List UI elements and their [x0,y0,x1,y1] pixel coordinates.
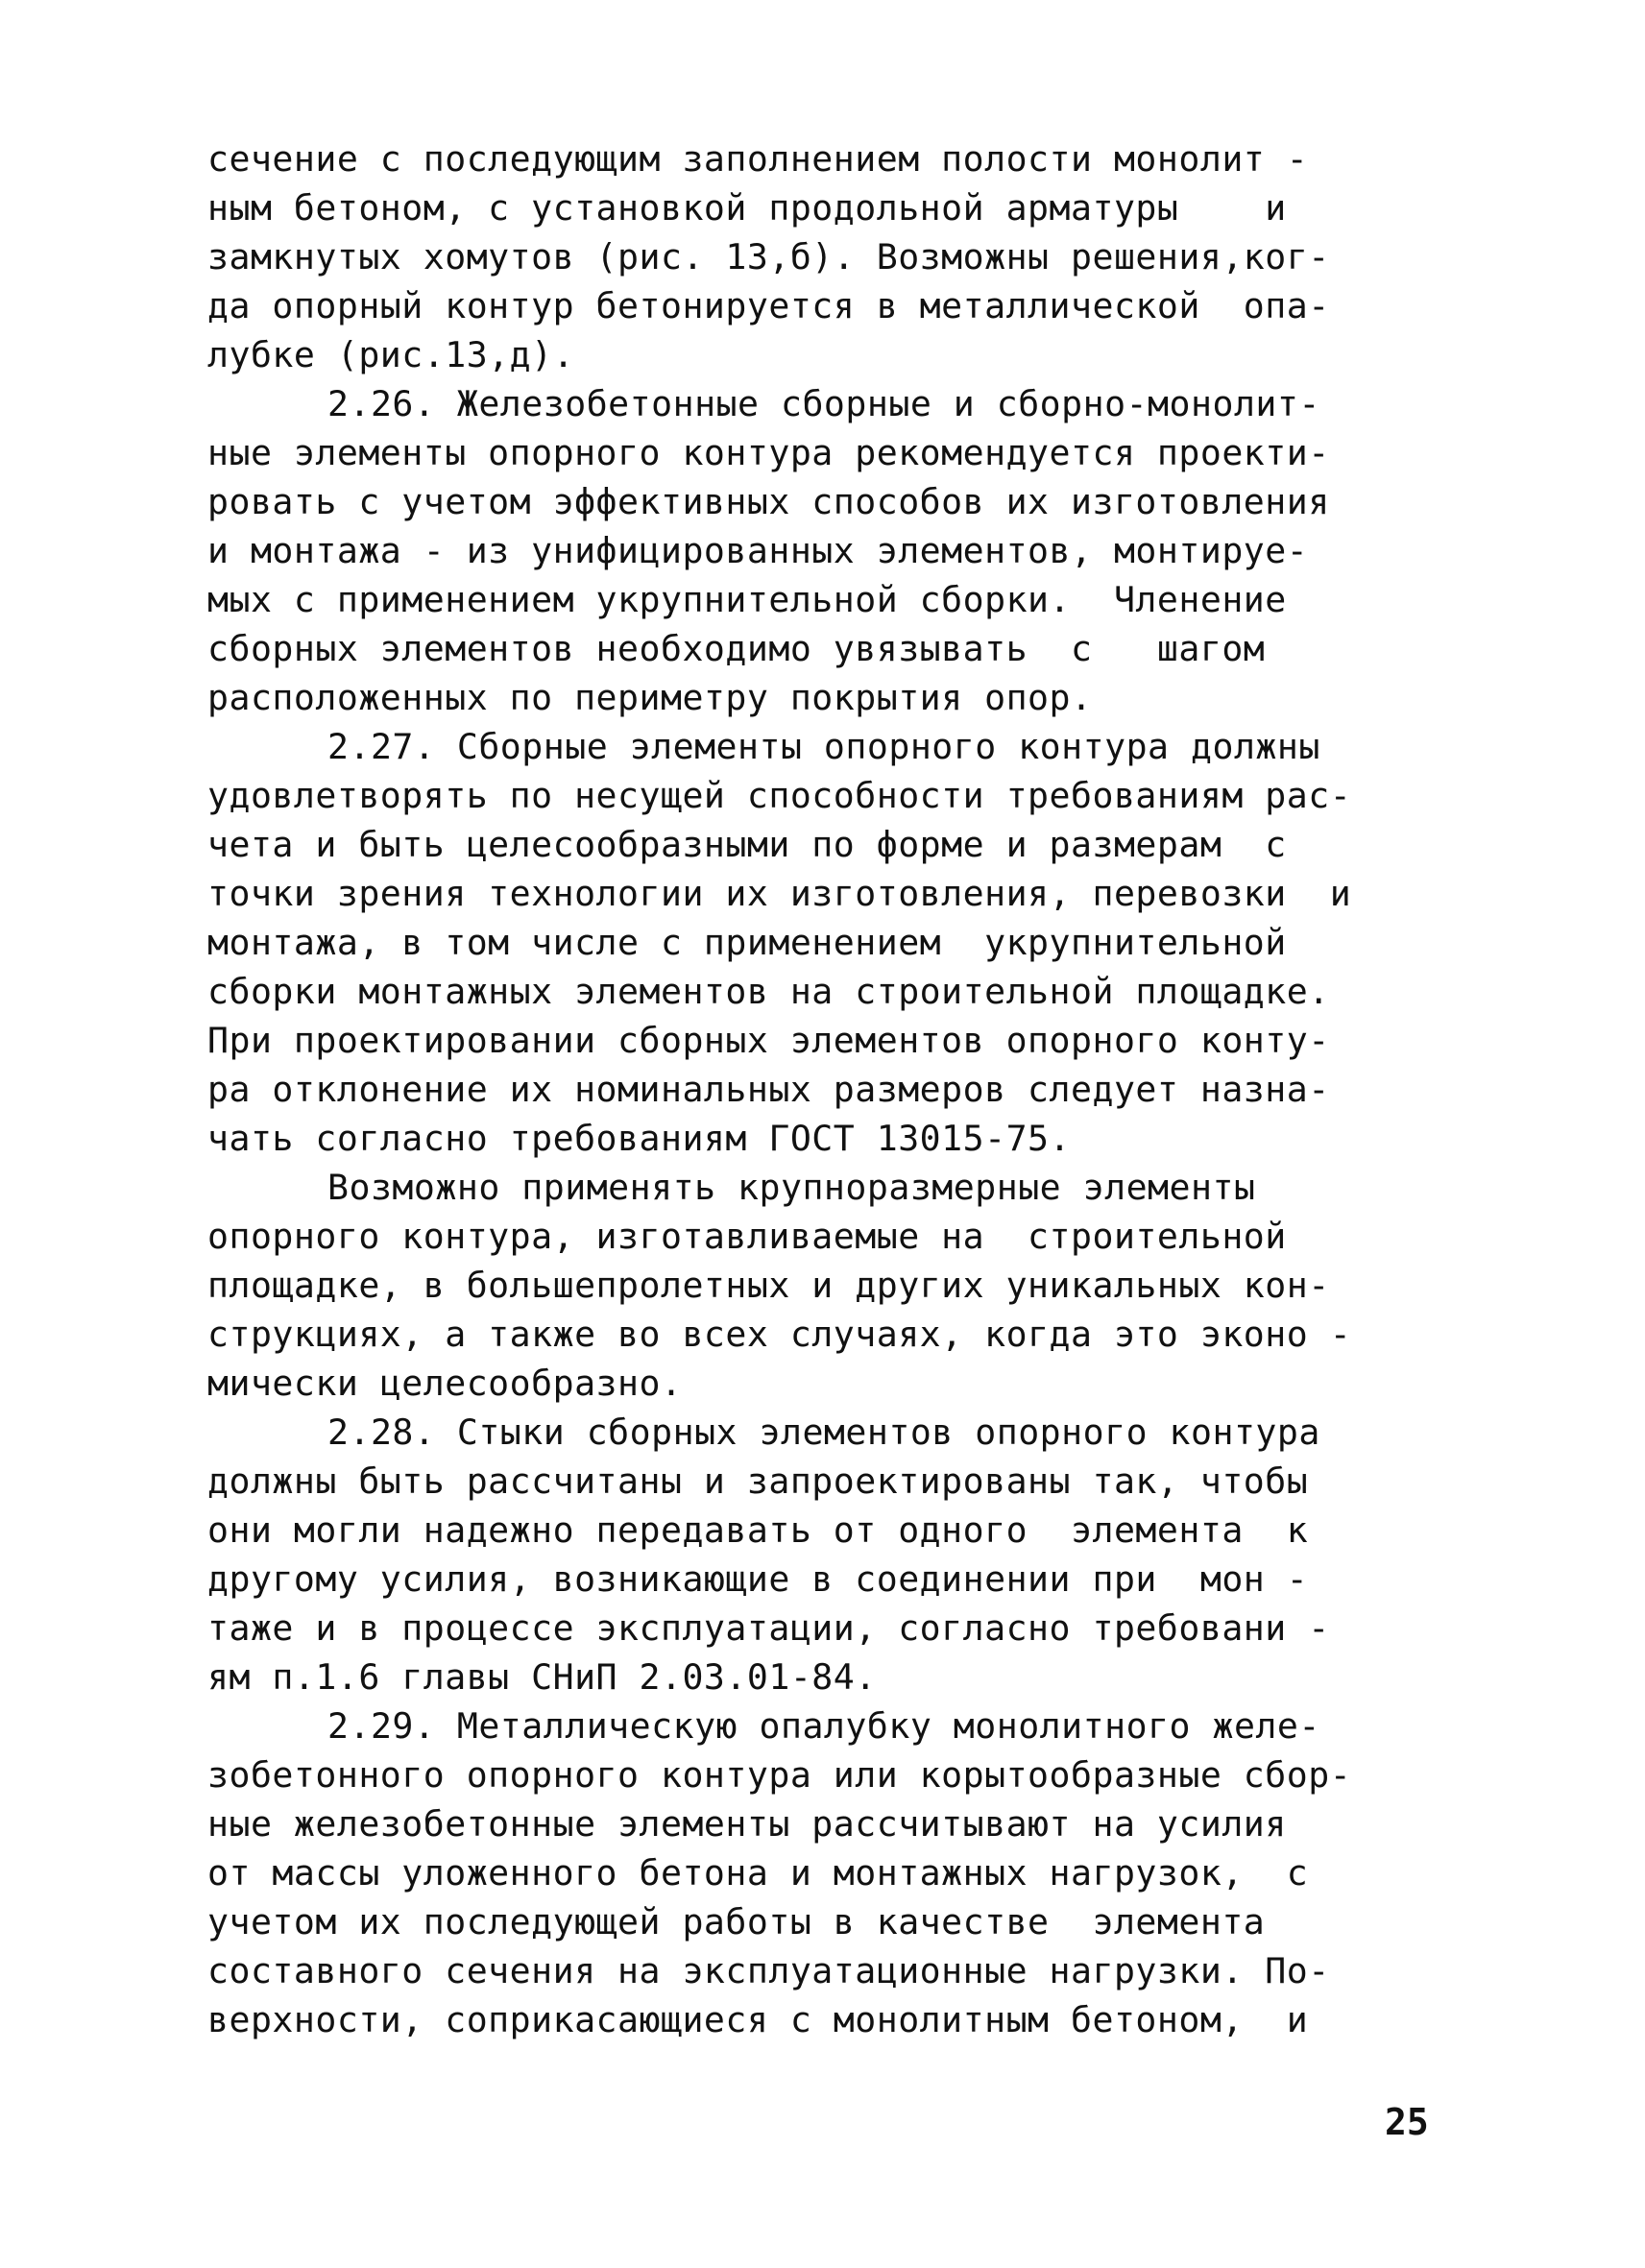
text-line: лубке (рис.13,д). [207,334,575,375]
text-line: да опорный контур бетонируется в металлической опа- [207,285,1330,326]
text-line: зобетонного опорного контура или корытообразные сбор- [207,1754,1352,1796]
paragraph-start-2-27: 2.27. Сборные элементы опорного контура должны [327,726,1320,767]
text-line: ра отклонение их номинальных размеров следует назна- [207,1069,1330,1110]
text-line: составного сечения на эксплуатационные нагрузки. По- [207,1950,1330,1991]
paragraph-start-large-elements: Возможно применять крупноразмерные элементы [327,1167,1256,1208]
text-line: и монтажа - из унифицированных элементов, монтируе- [207,530,1309,571]
text-line: мых с применением укрупнительной сборки. Членение [207,579,1287,620]
text-line: удовлетворять по несущей способности требованиям рас- [207,775,1352,816]
page-number: 25 [1385,2101,1429,2143]
text-line: струкциях, а также во всех случаях, когда это эконо - [207,1314,1352,1355]
text-line: ровать с учетом эффективных способов их изготовления [207,481,1330,522]
text-line: ным бетоном, с установкой продольной арматуры и [207,187,1287,229]
text-line: чать согласно требованиям ГОСТ 13015-75. [207,1118,1071,1159]
text-line: ям п.1.6 главы СНиП 2.03.01-84. [207,1656,877,1698]
text-line: таже и в процессе эксплуатации, согласно требовани - [207,1607,1330,1649]
text-line: должны быть рассчитаны и запроектированы так, чтобы [207,1460,1309,1502]
text-line: чета и быть целесообразными по форме и размерам с [207,824,1287,865]
text-line: При проектировании сборных элементов опорного конту- [207,1020,1330,1061]
text-line: учетом их последующей работы в качестве элемента [207,1901,1266,1942]
text-line: сборки монтажных элементов на строительной площадке. [207,971,1330,1012]
text-line: верхности, соприкасающиеся с монолитным бетоном, и [207,1999,1309,2040]
paragraph-start-2-26: 2.26. Железобетонные сборные и сборно-монолит- [327,383,1320,424]
text-line: они могли надежно передавать от одного элемента к [207,1509,1309,1551]
text-line: от массы уложенного бетона и монтажных нагрузок, с [207,1852,1309,1894]
text-line: расположенных по периметру покрытия опор. [207,677,1093,718]
text-line: монтажа, в том числе с применением укрупнительной [207,922,1287,963]
text-line: сборных элементов необходимо увязывать с шагом [207,628,1266,669]
text-line: другому усилия, возникающие в соединении при мон - [207,1558,1309,1600]
text-line: замкнутых хомутов (рис. 13,б). Возможны решения,ког- [207,236,1330,277]
paragraph-start-2-29: 2.29. Металлическую опалубку монолитного желе- [327,1705,1320,1747]
text-line: площадке, в большепролетных и других уникальных кон- [207,1265,1330,1306]
body-text [207,134,1465,2044]
text-line: мически целесообразно. [207,1363,683,1404]
text-line: точки зрения технологии их изготовления, перевозки и [207,873,1352,914]
text-line: ные элементы опорного контура рекомендуется проекти- [207,432,1330,473]
text-line: ные железобетонные элементы рассчитывают на усилия [207,1803,1287,1845]
text-line: опорного контура, изготавливаемые на строительной [207,1216,1287,1257]
text-line: сечение с последующим заполнением полости монолит - [207,138,1309,180]
paragraph-start-2-28: 2.28. Стыки сборных элементов опорного контура [327,1411,1320,1453]
